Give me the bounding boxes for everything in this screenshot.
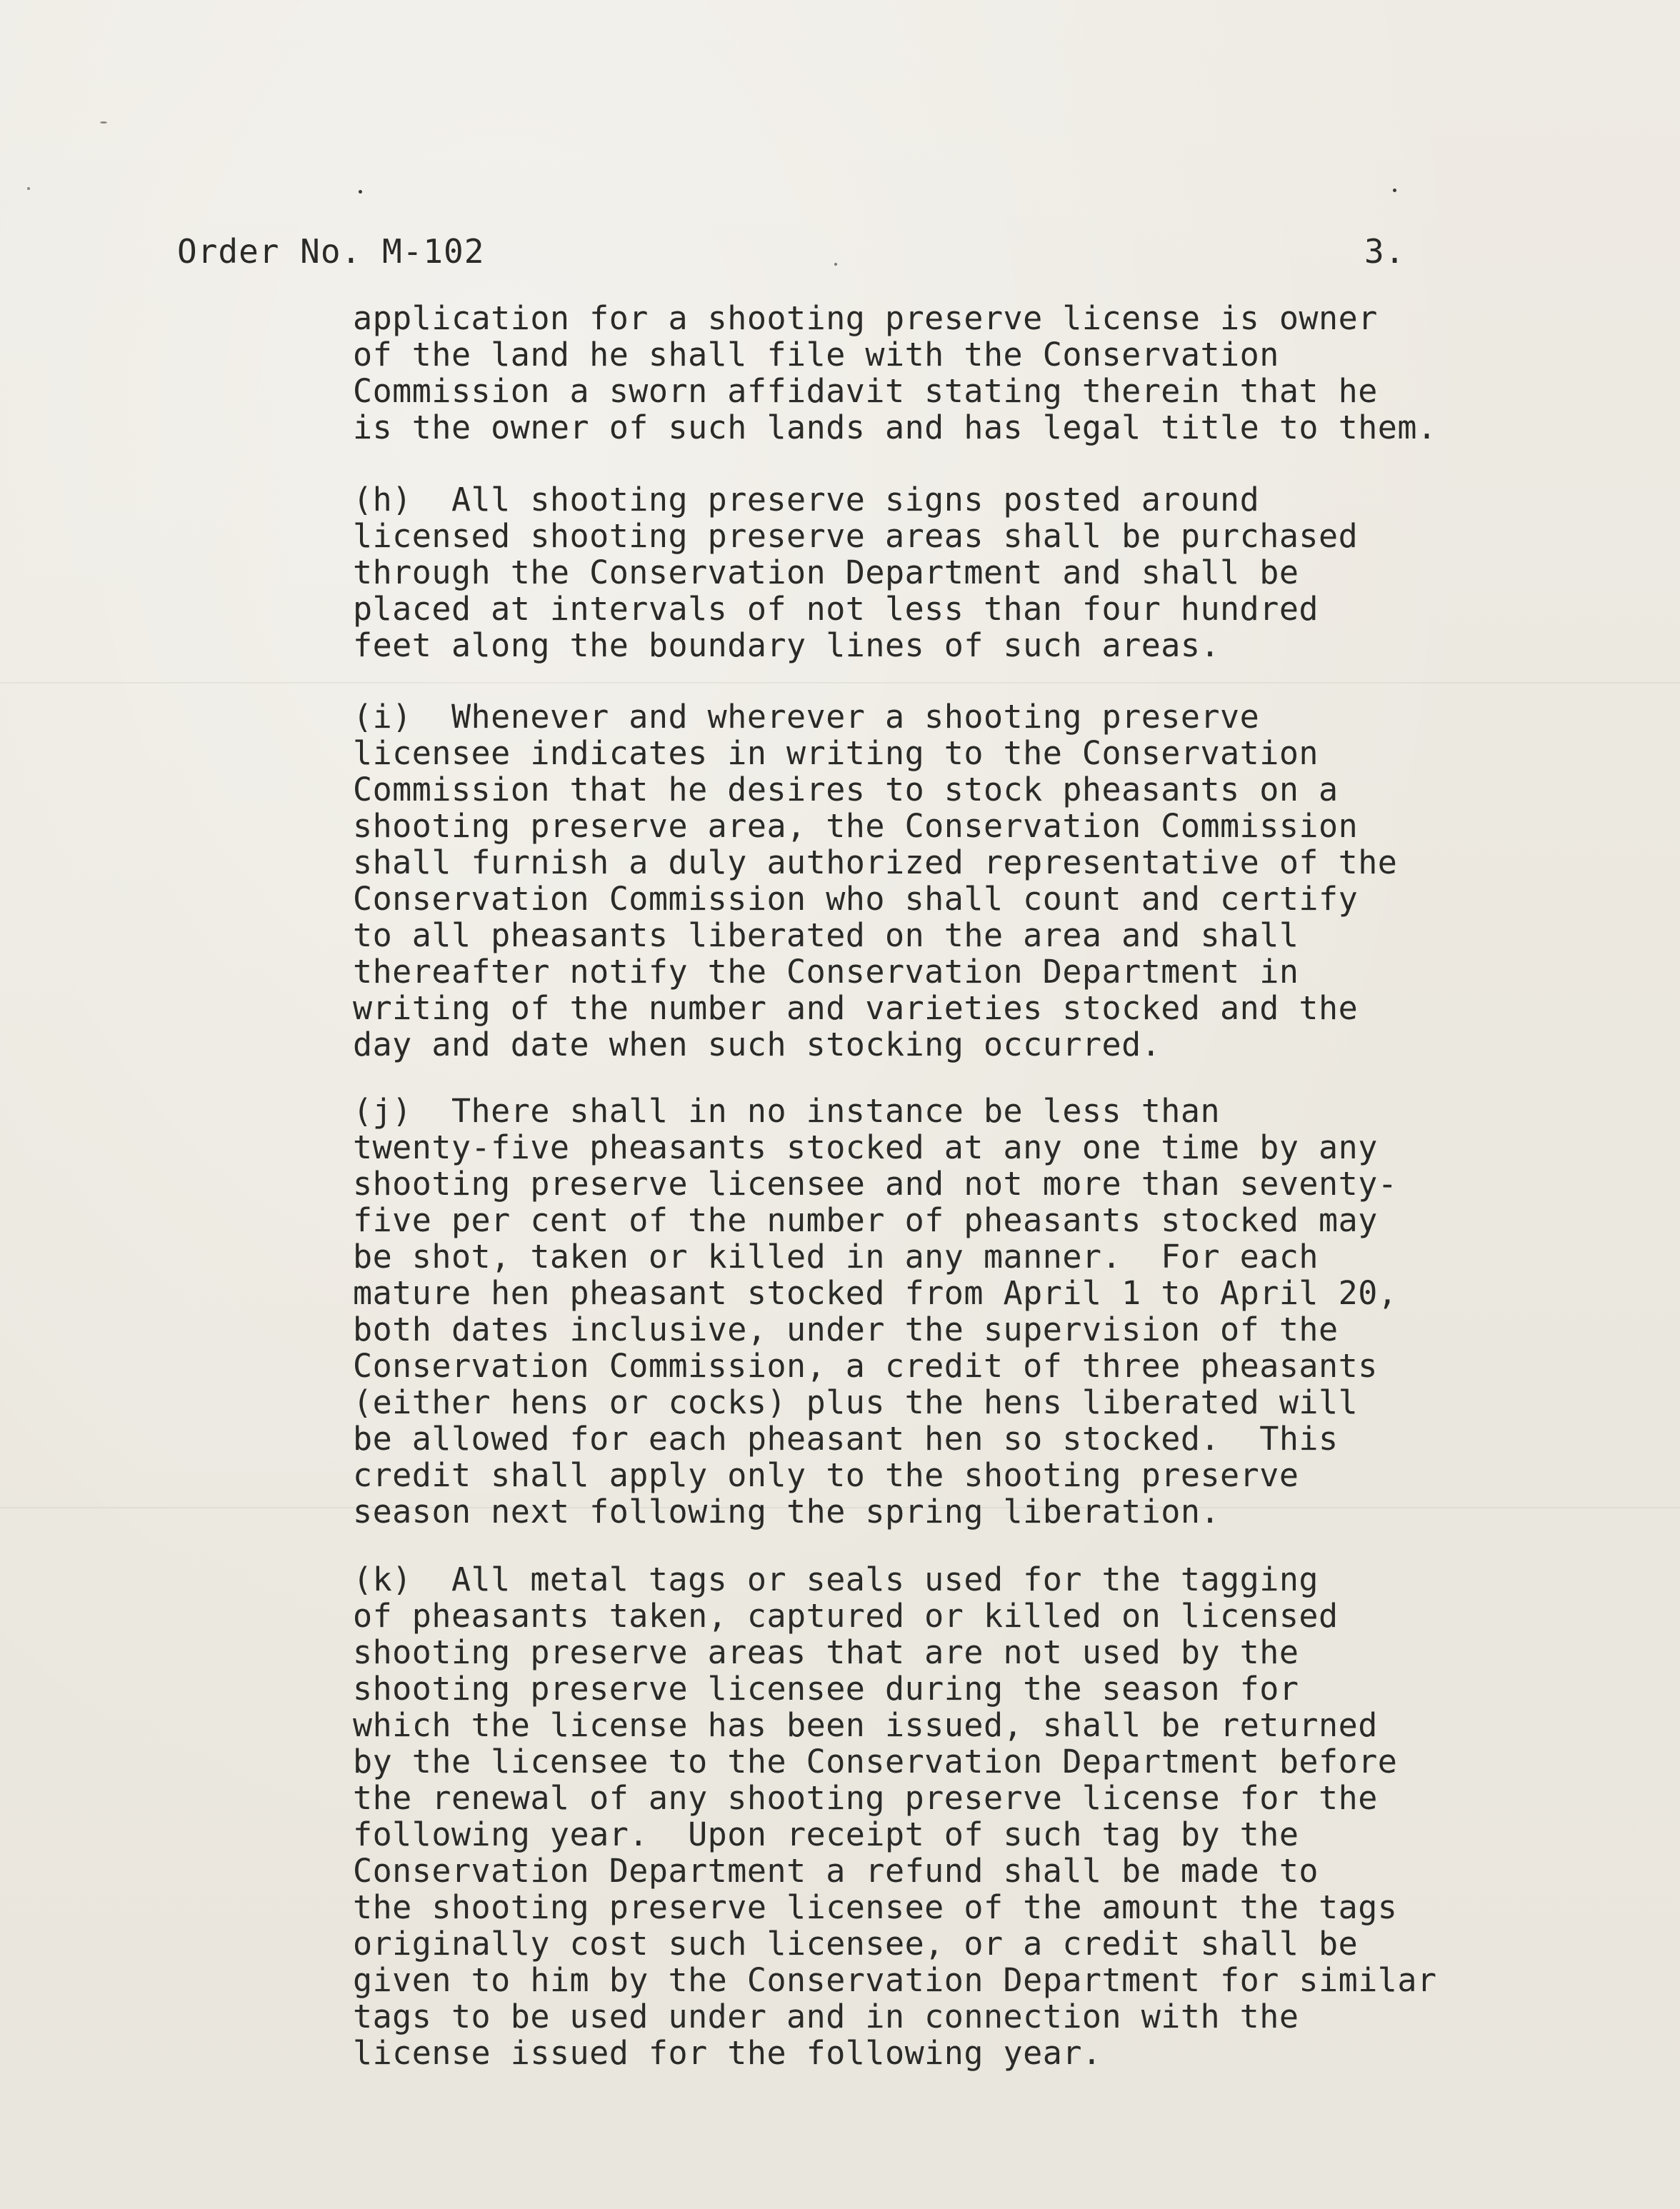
text-line: Conservation Commission, a credit of three pheasants — [353, 1347, 1378, 1385]
text-line: license issued for the following year. — [353, 2034, 1102, 2072]
text-line: following year. Upon receipt of such tag by the — [353, 1815, 1299, 1853]
paragraph-h-signs — [353, 481, 1358, 663]
text-line: (j) There shall in no instance be less than — [353, 1092, 1221, 1130]
text-line: mature hen pheasant stocked from April 1 to April 20, — [353, 1274, 1398, 1312]
text-line: which the license has been issued, shall be returned — [353, 1706, 1378, 1744]
text-line: (i) Whenever and wherever a shooting preserve — [353, 698, 1260, 736]
text-line: licensee indicates in writing to the Conservation — [353, 734, 1319, 772]
text-line: shall furnish a duly authorized representative of the — [353, 843, 1398, 881]
text-line: Conservation Commission who shall count and certify — [353, 880, 1359, 918]
paper-speck — [100, 121, 107, 124]
text-line: (either hens or cocks) plus the hens liberated will — [353, 1383, 1359, 1421]
text-line: Conservation Department a refund shall be made to — [353, 1852, 1319, 1890]
text-line: application for a shooting preserve license is owner — [353, 299, 1378, 337]
paper-speck — [27, 187, 30, 190]
paper-speck — [1393, 189, 1396, 192]
text-line: licensed shooting preserve areas shall be purchased — [353, 517, 1359, 555]
text-line: five per cent of the number of pheasants stocked may — [353, 1201, 1378, 1239]
text-line: shooting preserve licensee and not more than seventy- — [353, 1165, 1398, 1203]
paper-speck — [359, 190, 362, 194]
page-number: 3. — [1364, 232, 1406, 271]
text-line: be allowed for each pheasant hen so stocked. This — [353, 1420, 1339, 1458]
text-line: shooting preserve area, the Conservation Commission — [353, 807, 1359, 845]
text-line: tags to be used under and in connection with the — [353, 1998, 1299, 2035]
text-line: credit shall apply only to the shooting preserve — [353, 1456, 1299, 1494]
paragraph-k-tags — [353, 1561, 1437, 2071]
paper-speck — [834, 263, 837, 266]
text-line: through the Conservation Department and shall be — [353, 553, 1299, 591]
text-line: shooting preserve licensee during the season for — [353, 1670, 1299, 1708]
text-line: (h) All shooting preserve signs posted around — [353, 481, 1260, 519]
text-line: the renewal of any shooting preserve license for the — [353, 1779, 1378, 1817]
text-line: of pheasants taken, captured or killed on licensed — [353, 1597, 1339, 1635]
text-line: to all pheasants liberated on the area and shall — [353, 916, 1299, 954]
order-number: Order No. M-102 — [177, 232, 485, 271]
text-line: season next following the spring liberation. — [353, 1493, 1221, 1531]
text-line: by the licensee to the Conservation Department before — [353, 1743, 1398, 1780]
text-line: be shot, taken or killed in any manner. For each — [353, 1238, 1319, 1276]
text-line: originally cost such licensee, or a credit shall be — [353, 1925, 1359, 1963]
paragraph-j-limits — [353, 1093, 1397, 1530]
paragraph-i-stocking — [353, 698, 1397, 1063]
paper-fold-line — [0, 682, 1680, 683]
text-line: thereafter notify the Conservation Department in — [353, 953, 1299, 991]
paragraph-ownership-affidavit — [353, 300, 1437, 446]
text-line: is the owner of such lands and has legal title to them. — [353, 409, 1437, 446]
text-line: placed at intervals of not less than four hundred — [353, 590, 1319, 628]
text-line: feet along the boundary lines of such areas. — [353, 626, 1221, 664]
text-line: Commission a sworn affidavit stating therein that he — [353, 372, 1378, 410]
text-line: twenty-five pheasants stocked at any one time by any — [353, 1128, 1378, 1166]
text-line: (k) All metal tags or seals used for the tagging — [353, 1561, 1319, 1598]
text-line: both dates inclusive, under the supervision of the — [353, 1311, 1339, 1348]
text-line: writing of the number and varieties stocked and the — [353, 989, 1359, 1027]
text-line: the shooting preserve licensee of the amount the tags — [353, 1888, 1398, 1926]
text-line: Commission that he desires to stock pheasants on a — [353, 771, 1339, 808]
text-line: day and date when such stocking occurred. — [353, 1026, 1161, 1063]
text-line: given to him by the Conservation Department for similar — [353, 1961, 1437, 1999]
text-line: shooting preserve areas that are not used by the — [353, 1633, 1299, 1671]
text-line: of the land he shall file with the Conservation — [353, 336, 1279, 374]
